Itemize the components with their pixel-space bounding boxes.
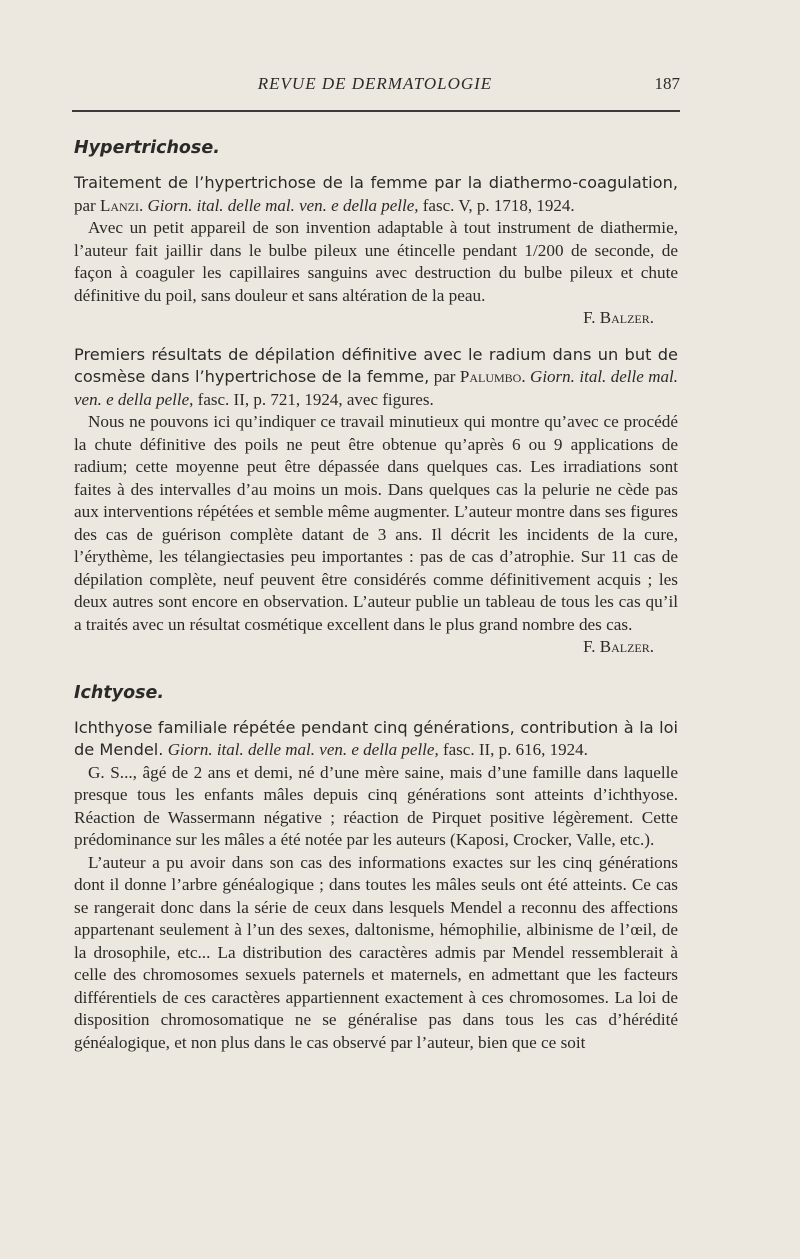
- article-journal: Giorn. ital. delle mal. ven. e della pelle,: [74, 367, 678, 409]
- section-hypertrichose: [74, 138, 678, 659]
- article-author: Palumbo.: [459, 367, 526, 386]
- article-reference: Traitement de l’hypertrichose de la femme par la diathermo-coagulation, par Lanzi. Giorn. ital. delle mal. ven. e della pelle, fasc. V, p. 1718, 1924.: [74, 173, 678, 215]
- running-title: REVUE DE DERMATOLOGIE: [257, 74, 493, 93]
- section-heading: Hypertrichose.: [74, 138, 220, 158]
- page-number: 187: [654, 74, 680, 93]
- section-ichtyose: [74, 683, 678, 1055]
- article-reference: [74, 717, 678, 762]
- article-entry: [74, 344, 678, 659]
- article-title: Premiers résultats de dépilation définitive avec le radium dans un but de cosmèse dans l’hypertrichose de la femme,: [74, 344, 678, 386]
- article-citation: fasc. II, p. 721, 1924, avec figures.: [193, 389, 434, 409]
- article-paragraph: Avec un petit appareil de son invention adaptable à tout instrument de diathermie, l’auteur fait jaillir dans le bulbe pileux une étincelle pendant 1/200 de seconde, de façon à coaguler les capillaires sanguins avec destruction du bulbe pileux et chute définitive du poil, sans douleur et sans altération de la peau.: [74, 218, 678, 305]
- article-citation: fasc. II, p. 616, 1924.: [438, 740, 588, 759]
- article-citation: fasc. V, p. 1718, 1924.: [418, 195, 575, 215]
- article-reference: Premiers résultats de dépilation définitive avec le radium dans un but de cosmèse dans l’hypertrichose de la femme, par Palumbo. Giorn. ital. delle mal. ven. e della pelle, fasc. II, p. 721, 1924, avec figures.: [74, 344, 678, 409]
- section-heading: Ichtyose.: [74, 682, 165, 703]
- article-paragraph: Nous ne pouvons ici qu’indiquer ce travail minutieux qui montre qu’avec ce procédé la chute définitive des poils ne peut être obtenue qu’après 6 ou 9 applications de radium; cette moyenne peut être dépassée dans quelques cas. Les irradiations sont faites à des intervalles d’au moins un mois. Dans quelques cas la pelurie ne cède pas aux interventions répétées et semble même augmenter. L’auteur montre dans ses figures des cas de guérison complète datant de 3 ans. Il décrit les incidents de la cure, l’érythème, les télangiectasies peu importantes : pas de cas d’atrophie. Sur 11 cas de dépilation complète, neuf peuvent être considérés comme définitivement acquis ; les deux autres sont encore en observation. L’auteur publie un tableau de tous les cas qu’il a traités avec un résultat cosmétique excellent dans le plus grand nombre des cas.: [74, 412, 678, 634]
- section-spacer: [74, 673, 678, 683]
- article-title: Traitement de l’hypertrichose de la femme par la diathermo-coagulation,: [74, 173, 678, 192]
- article-entry: [74, 717, 678, 1055]
- reviewer-signature: F. Balzer.: [583, 308, 654, 327]
- page-body: [74, 138, 678, 1068]
- header-rule: [72, 110, 680, 112]
- article-paragraph: G. S..., âgé de 2 ans et demi, né d’une mère saine, mais d’une famille dans laquelle presque tous les enfants mâles depuis cinq générations sont atteints d’ichthyose. Réaction de Wassermann négative ; réaction de Pirquet positive légèrement. Cette prédominance sur les mâles a été notée par les auteurs (Kaposi, Crocker, Valle, etc.).: [74, 762, 678, 849]
- article-author: Lanzi.: [99, 195, 144, 215]
- article-journal: Giorn. ital. delle mal. ven. e della pelle,: [143, 195, 419, 215]
- article-journal: Giorn. ital. delle mal. ven. e della pelle,: [167, 740, 439, 759]
- article-title: Ichthyose familiale répétée pendant cinq générations, contribution à la loi de Mendel.: [74, 717, 678, 759]
- article-paragraph: L’auteur a pu avoir dans son cas des informations exactes sur les cinq générations dont il donne l’arbre généalogique ; dans toutes les mâles seuls ont été atteints. Ce cas se rangerait donc dans la série de ceux dans lesquels Mendel a reconnu des affections appartenant seulement à l’un des sexes, daltonisme, hémophilie, albinisme de l’œil, de la drosophile, etc... La distribution des caractères admis par Mendel ressemblerait à celle des chromosomes sexuels paternels et maternels, en admettant que les facteurs différentiels de ces caractères appartiennent exactement à ces chromosomes. La loi de disposition chromosomatique ne se généralise pas dans tous les cas d’hérédité généalogique, et non plus dans le cas observé par l’auteur, bien que ce soit: [74, 852, 678, 1052]
- reviewer-signature: F. Balzer.: [583, 637, 654, 656]
- article-entry: [74, 172, 678, 330]
